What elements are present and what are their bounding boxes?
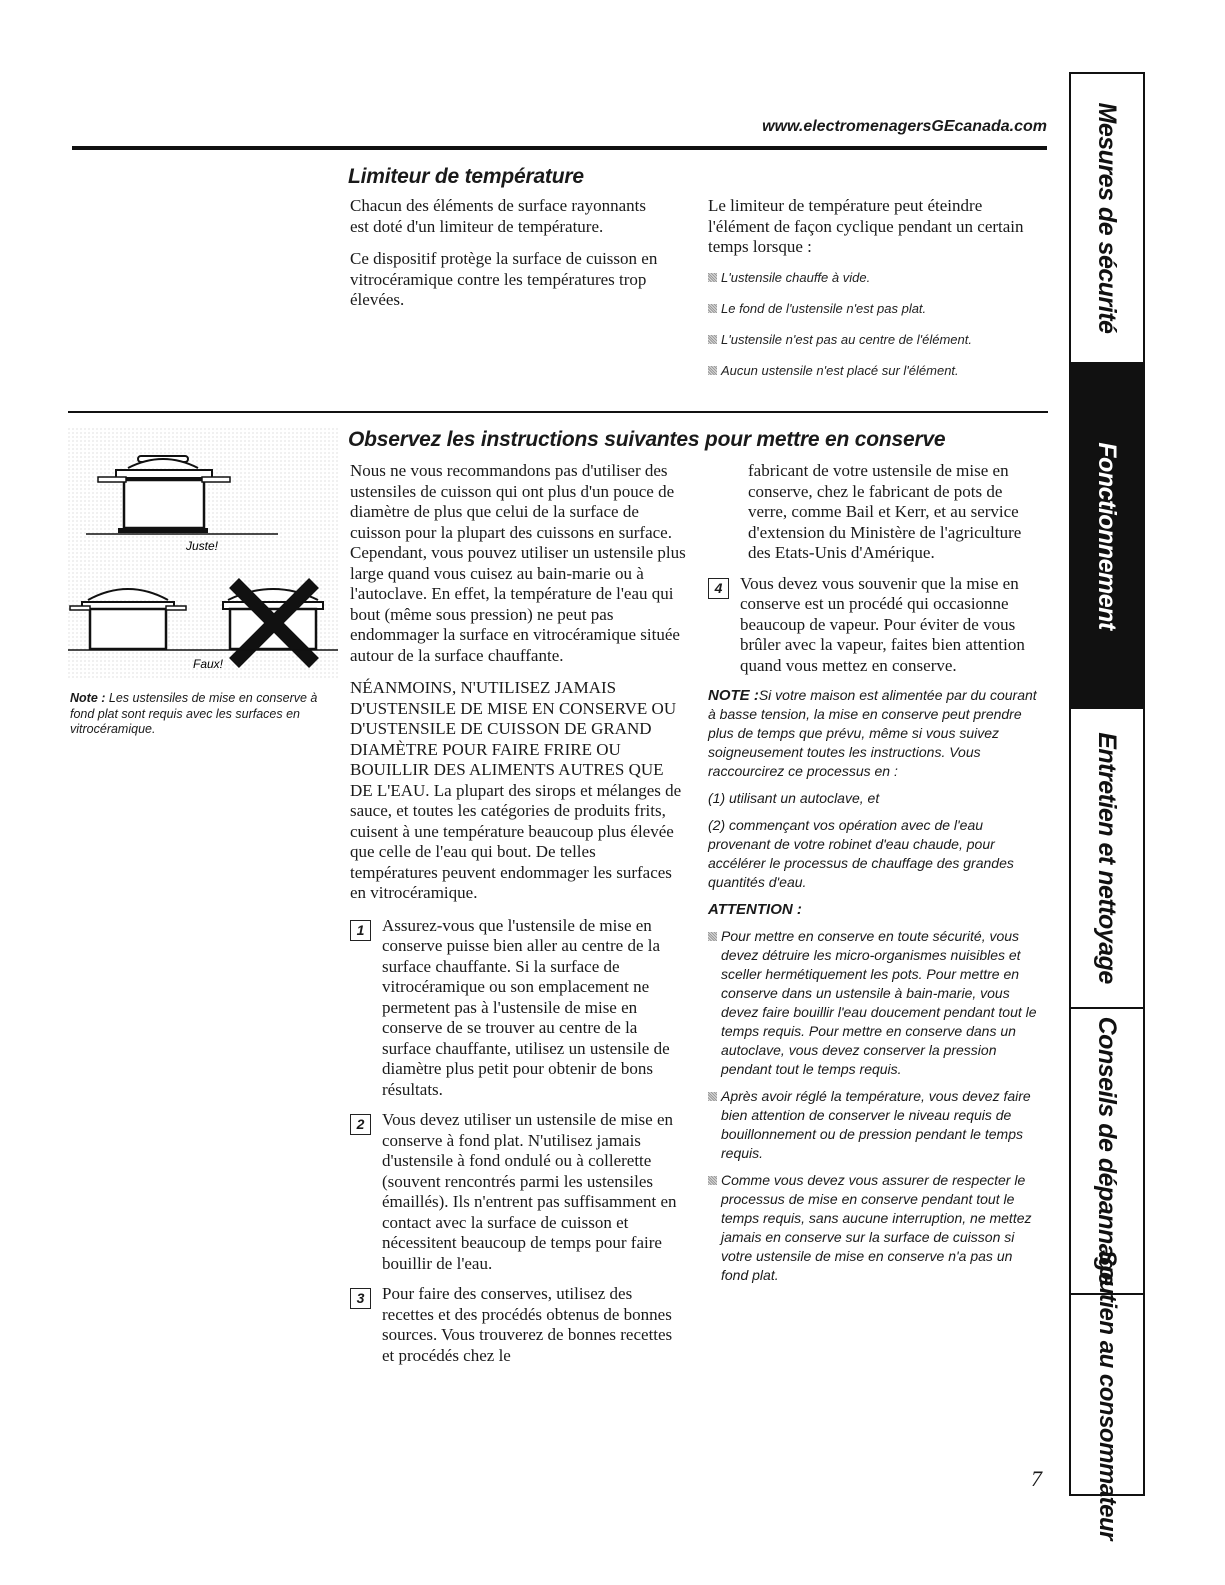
paragraph: NÉANMOINS, N'UTILISEZ JAMAIS D'USTENSILE DE MISE EN CONSERVE OU D'USTENSILE DE CUISSON DE GRAND DIAMÈTRE POUR FAIRE FRIRE OU BOUILLIR DES ALIMENTS AUTRES QUE DE L'EAU. La plupart des sirops et mélanges de sauce, et toutes les catégories de produits frits, cuisent à une température beaucoup plus élevée que celle de l'eau qui bout. De telles températures peuvent endommager les surfaces en vitrocéramique. xyxy=(350,678,682,902)
tab-consumer-support[interactable]: Soutien au consommateur xyxy=(1071,1295,1143,1496)
item-text: Assurez-vous que l'ustensile de mise en conserve puisse bien aller au centre de la surface chauffante. Si la surface de vitrocéramique ou son emplacement ne permetent pas à l'ustensile de mise en conserve de se trouver au centre de la surface chauffante, utilisez un ustensile de diamètre plus petit pour obtenir de bons résultats. xyxy=(382,915,670,1099)
numbered-item xyxy=(350,1110,686,1274)
list-item: Aucun ustensile n'est placé sur l'élément. xyxy=(708,363,1028,378)
numbered-item xyxy=(708,574,1038,677)
item-text: Pour faire des conserves, utilisez des recettes et des procédés obtenus de bonnes sources. Vous trouverez de bonnes recettes et procédés chez le xyxy=(382,1284,673,1365)
bullet-icon xyxy=(708,1176,717,1185)
bullet-icon xyxy=(708,1092,717,1101)
list-item: Pour mettre en conserve en toute sécurité, vous devez détruire les micro-organismes nuisibles et sceller hermétiquement les pots. Pour mettre en conserve dans un ustensile à bain-marie, vous devez faire bouillir l'eau doucement pendant tout le temps requis. Pour mettre en conserve dans un autoclave, vous devez conserver la pression pendant tout le temps requis. xyxy=(708,927,1038,1079)
note-text: Les ustensiles de mise en conserve à fond plat sont requis avec les surfaces en vitrocéramique. xyxy=(70,691,318,736)
paragraph: Chacun des éléments de surface rayonnants est doté d'un limiteur de température. xyxy=(350,196,646,236)
list-item: L'ustensile chauffe à vide. xyxy=(708,270,1028,285)
paragraph: Nous ne vous recommandons pas d'utiliser des ustensiles de cuisson qui ont plus d'un pouce de diamètre de plus que celui de la surface de cuisson pour la plupart des cuissons en surface. Cependant, vous pouvez utiliser un ustensile plus large quand vous cuisez au bain-marie ou à l'autoclave. En effet, la température de l'eau qui bout (même sous pression) ne peut pas endommager la surface en vitrocéramique située autour de la surface chauffante. xyxy=(350,461,686,665)
list-item: Après avoir réglé la température, vous devez faire bien attention de conserver le niveau requis de bouillonnement ou de pression pendant le temps requis. xyxy=(708,1087,1038,1163)
note2-label: NOTE : xyxy=(708,687,759,704)
tab-troubleshooting[interactable]: Conseils de dépannage xyxy=(1071,1009,1143,1295)
temperature-limiter-right-text xyxy=(708,196,1028,394)
list-item: Comme vous devez vous assurer de respecter le processus de mise en conserve pendant tout le temps requis, sans aucune interruption, ne mettez jamais en conserve sur la surface de cuisson si votre ustensile de mise en conserve n'a pas un fond plat. xyxy=(708,1171,1038,1285)
bullet-icon xyxy=(708,304,717,313)
canning-column-left xyxy=(350,461,686,1376)
pot-diagram xyxy=(68,428,338,688)
bullet-icon xyxy=(708,273,717,282)
canning-pot-illustration xyxy=(68,428,338,688)
step: (2) commençant vos opération avec de l'eau provenant de votre robinet d'eau chaude, pour accélérer le processus de chauffage des grandes quantités d'eau. xyxy=(708,817,1014,890)
note2-text: Si votre maison est alimentée par du courant à basse tension, la mise en conserve peut prendre plus de temps que prévu, même si vous suivez soigneusement toutes les instructions. Vous raccourcirez ce processus en : xyxy=(708,687,1037,779)
item-number: 4 xyxy=(708,578,729,599)
item-3-continued: fabricant de votre ustensile de mise en conserve, chez le fabricant de pots de verre, comme Bail et Kerr, et au service d'extension du Ministère de l'agriculture des Etats-Unis d'Amérique. xyxy=(748,461,1022,562)
section-rule xyxy=(68,411,1048,413)
label-good: Juste! xyxy=(186,539,219,553)
paragraph: Ce dispositif protège la surface de cuisson en vitrocéramique contre les températures trop élevées. xyxy=(350,249,658,309)
website-url: www.electromenagersGEcanada.com xyxy=(762,118,1047,135)
numbered-item xyxy=(350,1284,686,1366)
attention-label: ATTENTION : xyxy=(708,901,802,918)
item-number: 1 xyxy=(350,920,371,941)
temperature-limiter-left-text xyxy=(350,196,668,323)
section-title-canning: Observez les instructions suivantes pour mettre en conserve xyxy=(348,428,946,451)
note-low-voltage xyxy=(708,686,1038,1285)
item-number: 3 xyxy=(350,1288,371,1309)
paragraph: Le limiteur de température peut éteindre l'élément de façon cyclique pendant un certain temps lorsque : xyxy=(708,196,1024,256)
chapter-tabs xyxy=(1069,72,1145,1540)
numbered-item xyxy=(350,916,686,1101)
tab-operation[interactable]: Fonctionnement xyxy=(1071,364,1143,709)
item-text: Vous devez utiliser un ustensile de mise en conserve à fond plat. N'utilisez jamais d'ustensile à fond ondulé ou à collerette (souvent rencontrés parmi les ustensiles émaillés). Ils n'entrent pas suffisamment en contact avec la surface de cuisson et nécessitent beaucoup de temps pour faire bouillir de l'eau. xyxy=(382,1110,677,1273)
step: (1) utilisant un autoclave, et xyxy=(708,790,880,806)
label-bad: Faux! xyxy=(193,657,224,671)
list-item: L'ustensile n'est pas au centre de l'élément. xyxy=(708,332,1028,347)
page-number: 7 xyxy=(1031,1466,1042,1491)
bullet-icon xyxy=(708,932,717,941)
note-flat-bottom xyxy=(70,691,320,738)
tab-safety[interactable]: Mesures de sécurité xyxy=(1071,72,1143,364)
item-number: 2 xyxy=(350,1114,371,1135)
note-label: Note : xyxy=(70,691,106,705)
header-rule xyxy=(72,146,1047,150)
list-item: Le fond de l'ustensile n'est pas plat. xyxy=(708,301,1028,316)
bullet-icon xyxy=(708,335,717,344)
section-title-temperature-limiter: Limiteur de température xyxy=(348,165,584,188)
bullet-icon xyxy=(708,366,717,375)
canning-column-right xyxy=(708,461,1038,1293)
tab-care-cleaning[interactable]: Entretien et nettoyage xyxy=(1071,709,1143,1009)
item-text: Vous devez vous souvenir que la mise en conserve est un procédé qui occasionne beaucoup de vapeur. Pour éviter de vous brûler avec la vapeur, faites bien attention quand vous mettez en conserve. xyxy=(740,573,1025,675)
